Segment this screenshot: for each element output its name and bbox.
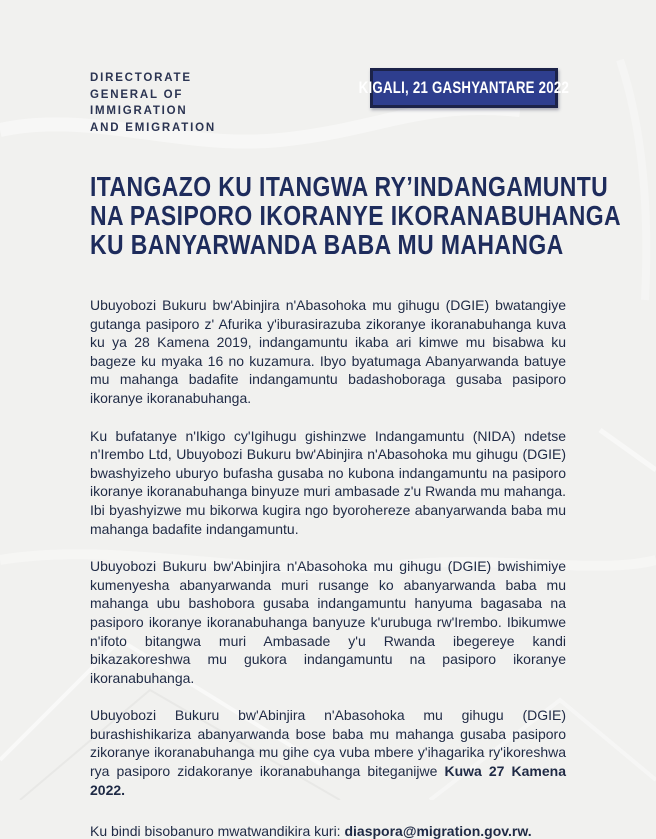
contact-line [90,823,566,839]
paragraph-text: Ubuyobozi Bukuru bw'Abinjira n'Abasohoka mu gihugu (DGIE) burashishikariza abanyarwanda bose baba mu mahanga gusaba pasiporo zikoranye ikoranabuhanga mu gihe cya vuba mbere y'ihagarika ry'ikoreshwa rya pasiporo zidakoranye ikoranabuhanga biteganijwe [90,707,566,780]
body-paragraph-1 [90,296,566,408]
org-name-line: IMMIGRATION [90,105,188,117]
contact-label: Ku bindi bisobanuro mwatwandikira kuri: [90,823,345,839]
org-name-line: DIRECTORATE [90,72,192,84]
notice-title [90,171,621,260]
notice-content [90,0,621,839]
body-paragraph-2 [90,427,566,539]
notice-title-line: NA PASIPORO IKORANYE IKORANABUHANGA [90,200,621,231]
body-paragraph-3 [90,557,566,687]
date-badge-text: KIGALI, 21 GASHYANTARE 2022 [358,78,570,97]
date-location-badge [358,68,570,108]
notice-title-line: KU BANYARWANDA BABA MU MAHANGA [90,229,564,260]
paragraph-text: Ku bufatanye n'Ikigo cy'Igihugu gishinzwe Indangamuntu (NIDA) ndetse n'Irembo Ltd, Ubuyobozi Bukuru bw'Abinjira n'Abasohoka mu gihugu (DGIE) bwashyizeho uburyo bufasha gusaba no kubona indangamuntu na pasiporo ikoranye ikoranabuhanga binyuze muri ambasade z'u Rwanda mu mahanga. Ibi byashyizwe mu bikorwa kugira ngo byorohereze abanyarwanda baba mu mahanga badafite indangamuntu. [90,427,566,537]
notice-title-line: ITANGAZO KU ITANGWA RY’INDANGAMUNTU [90,171,609,202]
org-name-line: AND EMIGRATION [90,121,216,134]
org-name-line: GENERAL OF [90,88,184,101]
paragraph-text: Ubuyobozi Bukuru bw'Abinjira n'Abasohoka mu gihugu (DGIE) bwatangiye gutanga pasiporo z' Afurika y'iburasirazuba zikoranye ikoranabuhanga kuva ku ya 28 Kamena 2019, indangamuntu ikaba ari kimwe mu bisabwa ku bageze ku myaka 16 no kuzamura. Ibyo byatumaga Abanyarwanda batuye mu mahanga badafite indangamuntu badashoboraga gusaba pasiporo ikoranye ikoranabuhanga. [90,297,566,406]
letterhead [90,70,570,140]
paragraph-text: Ubuyobozi Bukuru bw'Abinjira n'Abasohoka mu gihugu (DGIE) bwishimiye kumenyesha abanyarwanda muri rusange ko abanyarwanda baba mu mahanga ubu bashobora gusaba indangamuntu hanyuma bagasaba na pasiporo ikoranye ikoranabuhanga banyuze k'urubuga rw'Irembo. Ibikumwe n'ifoto bitangwa muri Ambasade y'u Rwanda ibegereye kandi bikazakoreshwa mu gukora indangamuntu na pasiporo ikoranye ikoranabuhanga. [90,558,566,686]
deadline-date: Kuwa 27 Kamena 2022. [90,763,566,798]
body-paragraph-4 [90,706,566,799]
contact-email: diaspora@migration.gov.rw. [344,823,532,839]
notice-body [90,296,566,799]
